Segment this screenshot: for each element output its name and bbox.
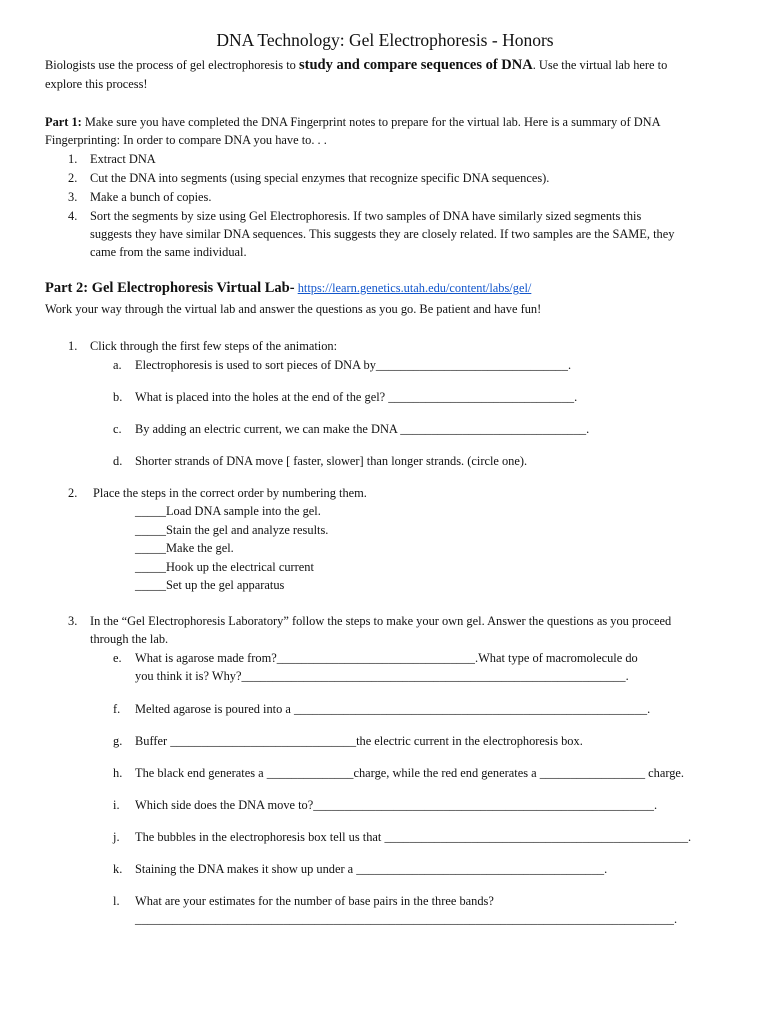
q1-item-text: By adding an electric current, we can make the DNA ______________________________. [135,422,590,436]
q3-item-letter: i. [113,798,120,812]
q1-item-text: What is placed into the holes at the end of the gel? ______________________________. [135,390,578,404]
q2-step: _____Set up the gel apparatus [135,578,285,592]
q3-item-text: What is agarose made from?________________________________.What type of macromolecule do [135,651,638,665]
page-title: DNA Technology: Gel Electrophoresis - Honors [216,30,554,50]
q3-item-text: Buffer ______________________________the electric current in the electrophoresis box. [135,734,583,748]
q1-item-text: Electrophoresis is used to sort pieces of DNA by_______________________________. [135,358,572,372]
q3-item-text: Which side does the DNA move to?_______________________________________________________. [135,798,658,812]
q1-item-letter: a. [113,358,122,372]
q3-item-text: Staining the DNA makes it show up under a ________________________________________. [135,862,608,876]
q1-item-text: Shorter strands of DNA move [ faster, slower] than longer strands. (circle one). [135,454,528,468]
q1-number: 1. [68,339,78,353]
q3-item-text: What are your estimates for the number of base pairs in the three bands? [135,894,494,908]
q2-step: _____Load DNA sample into the gel. [135,504,321,518]
q3-item-text: The bubbles in the electrophoresis box tell us that _________________________________________________. [135,830,692,844]
q3-item-text: _______________________________________________________________________________________. [135,912,678,926]
lab-link[interactable]: https://learn.genetics.utah.edu/content/labs/gel/ [297,281,532,295]
q3-item-letter: f. [113,702,121,716]
part1-text: Make sure you have completed the DNA Fingerprint notes to prepare for the virtual lab. Here is a summary of DNA [81,115,661,129]
q2-step: _____Stain the gel and analyze results. [135,522,329,537]
intro-text: Biologists use the process of gel electrophoresis to [45,58,299,72]
q3-line-1: In the “Gel Electrophoresis Laboratory” follow the steps to make your own gel. Answer the questions as you proceed [90,614,672,628]
part2-label: Part 2: Gel Electrophoresis Virtual Lab- [45,280,295,296]
q3-item-letter: h. [113,766,123,780]
part1-label: Part 1: [45,115,82,129]
q2-text: Place the steps in the correct order by numbering them. [93,486,367,500]
part2-heading [45,279,531,298]
part1-step-text: came from the same individual. [90,245,247,259]
q3-item-text: The black end generates a ______________charge, while the red end generates a _________________ charge. [135,766,685,780]
intro-emphasis: study and compare sequences of DNA [298,57,533,73]
q3-item-letter: l. [113,894,120,908]
q3-item-text: Melted agarose is poured into a _________________________________________________________. [135,702,651,716]
part1-step-number: 4. [68,209,78,223]
part1-line-2: Fingerprinting: In order to compare DNA you have to. . . [45,133,327,147]
part1-step-text: Make a bunch of copies. [90,190,212,204]
part1-step-number: 2. [68,171,78,185]
q1-item-letter: c. [113,422,122,436]
part1-line-1 [45,113,661,132]
q3-line-2: through the lab. [90,632,169,646]
q1-item-letter: b. [113,390,123,404]
q3-number: 3. [68,614,78,628]
part1-step-text: Cut the DNA into segments (using special enzymes that recognize specific DNA sequences). [90,171,550,185]
part1-step-number: 3. [68,190,78,204]
part1-step-text: suggests they have similar DNA sequences. This suggests they are closely related. If two samples are the SAME, they [90,227,675,241]
part1-step-number: 1. [68,152,78,166]
part1-step-text: Extract DNA [90,152,156,166]
q2-step: _____Hook up the electrical current [135,559,314,574]
q3-item-letter: g. [113,734,123,748]
intro-text-end: . Use the virtual lab here to [532,58,668,72]
intro-line-2: explore this process! [45,77,148,91]
q1-item-letter: d. [113,454,123,468]
q3-item-text: you think it is? Why?______________________________________________________________. [135,669,629,683]
intro-line-1 [45,56,667,75]
q3-item-letter: j. [113,830,120,844]
q2-step: _____Make the gel. [135,541,234,555]
q3-item-letter: k. [113,862,123,876]
q3-item-letter: e. [113,651,122,665]
q1-text: Click through the first few steps of the animation: [90,339,338,353]
part1-step-text: Sort the segments by size using Gel Electrophoresis. If two samples of DNA have similarly sized segments this [90,209,642,223]
part2-subtext: Work your way through the virtual lab and answer the questions as you go. Be patient and have fun! [45,302,542,316]
q2-number: 2. [68,486,78,500]
